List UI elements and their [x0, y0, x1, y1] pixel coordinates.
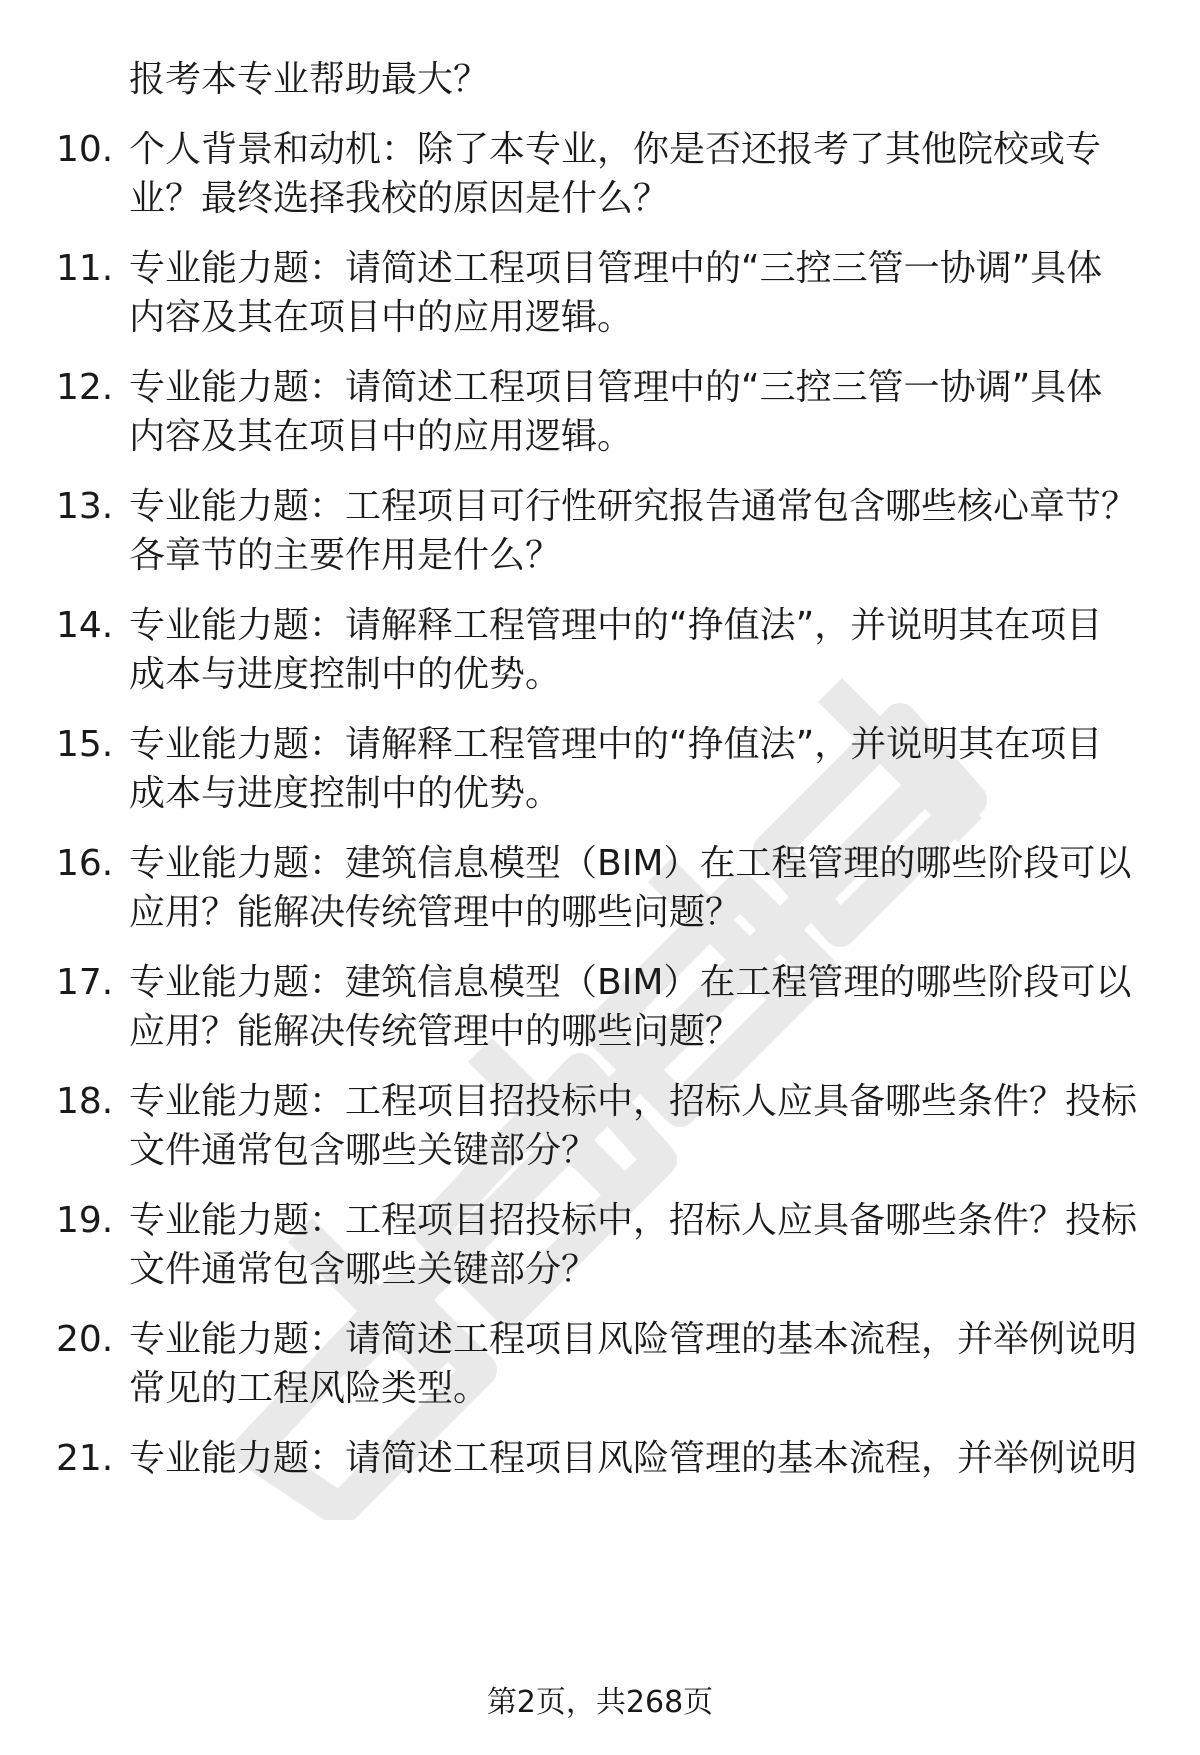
item-text-line: 内容及其在项目中的应用逻辑。 — [129, 416, 634, 457]
item-text-line: 文件通常包含哪些关键部分？ — [129, 1130, 598, 1171]
item-text-line: 内容及其在项目中的应用逻辑。 — [129, 297, 634, 338]
item-number: 14. — [56, 605, 114, 646]
page-footer: 第2页，共268页 — [486, 1685, 714, 1720]
item-number: 16. — [56, 843, 114, 884]
item-number: 20. — [56, 1319, 114, 1360]
item-text-line: 专业能力题：请解释工程管理中的“挣值法”，并说明其在项目 — [129, 724, 1103, 765]
item-text-line: 专业能力题：建筑信息模型（BIM）在工程管理的哪些阶段可以 — [129, 843, 1132, 884]
item-text-line: 应用？能解决传统管理中的哪些问题？ — [129, 1011, 742, 1052]
item-text-line: 常见的工程风险类型。 — [129, 1368, 490, 1409]
item-text-line: 专业能力题：工程项目招投标中，招标人应具备哪些条件？投标 — [129, 1081, 1138, 1122]
item-text-line: 个人背景和动机：除了本专业，你是否还报考了其他院校或专 — [129, 129, 1102, 170]
item-text-line: 文件通常包含哪些关键部分？ — [129, 1249, 598, 1290]
item-number: 19. — [56, 1200, 114, 1241]
item-number: 17. — [56, 962, 114, 1003]
item-number: 11. — [56, 248, 114, 289]
item-text-line: 专业能力题：请简述工程项目管理中的“三控三管一协调”具体 — [129, 248, 1103, 289]
item-text-line: 专业能力题：工程项目招投标中，招标人应具备哪些条件？投标 — [129, 1200, 1138, 1241]
item-number: 18. — [56, 1081, 114, 1122]
item-number: 15. — [56, 724, 114, 765]
item-text-line: 专业能力题：建筑信息模型（BIM）在工程管理的哪些阶段可以 — [129, 962, 1132, 1003]
item-text-line: 专业能力题：请解释工程管理中的“挣值法”，并说明其在项目 — [129, 605, 1103, 646]
item-number: 13. — [56, 486, 114, 527]
item-text-line: 专业能力题：请简述工程项目风险管理的基本流程，并举例说明 — [129, 1438, 1138, 1479]
item-text-line: 专业能力题：工程项目可行性研究报告通常包含哪些核心章节？ — [129, 486, 1138, 527]
item-text-line: 成本与进度控制中的优势。 — [129, 654, 562, 695]
continuation-line: 报考本专业帮助最大？ — [129, 59, 490, 100]
item-text-line: 各章节的主要作用是什么？ — [129, 535, 562, 576]
item-text-line: 业？最终选择我校的原因是什么？ — [129, 178, 670, 219]
item-text-line: 专业能力题：请简述工程项目风险管理的基本流程，并举例说明 — [129, 1319, 1138, 1360]
item-number: 10. — [56, 129, 114, 170]
item-number: 21. — [56, 1438, 114, 1479]
item-text-line: 专业能力题：请简述工程项目管理中的“三控三管一协调”具体 — [129, 367, 1103, 408]
item-number: 12. — [56, 367, 114, 408]
item-text-line: 应用？能解决传统管理中的哪些问题？ — [129, 892, 742, 933]
item-text-line: 成本与进度控制中的优势。 — [129, 773, 562, 814]
